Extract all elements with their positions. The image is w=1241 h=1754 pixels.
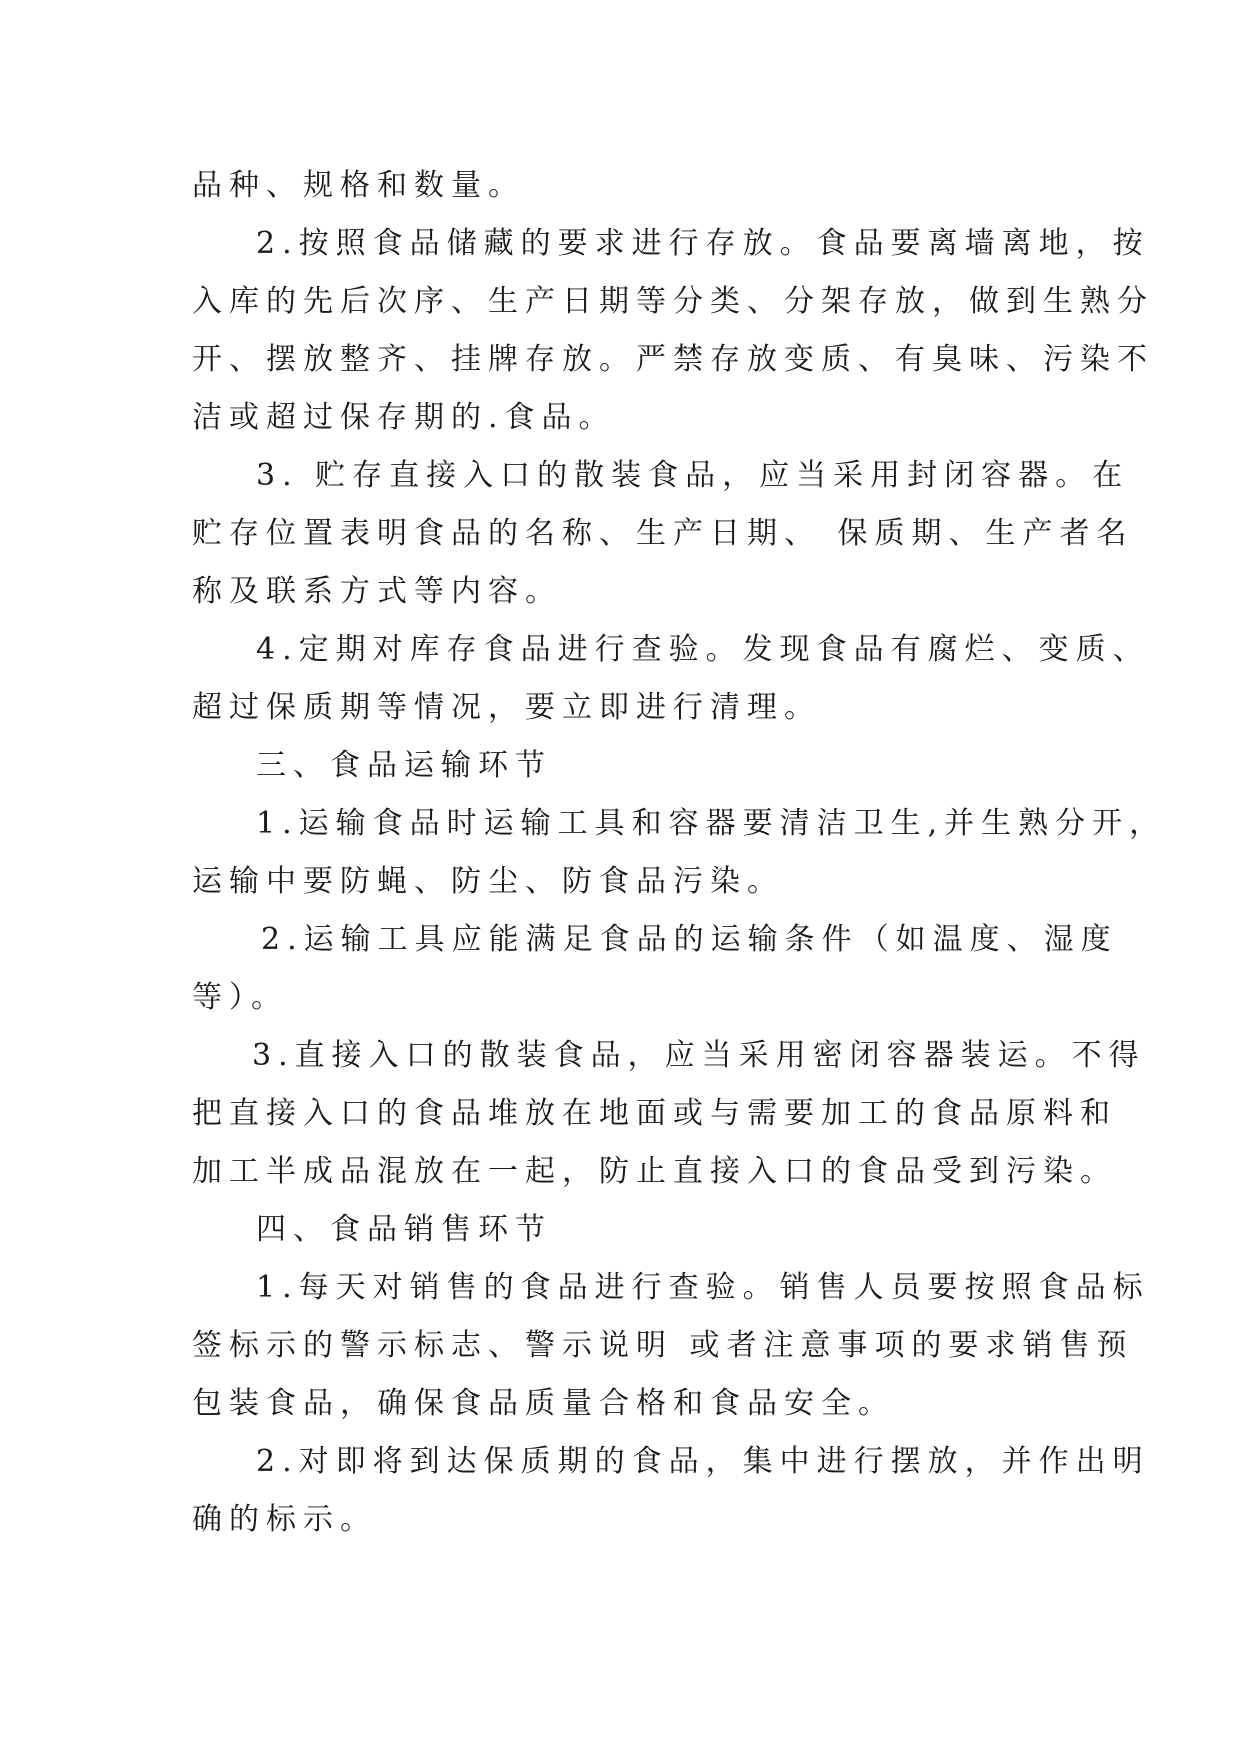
text-line: 3. 贮存直接入口的散装食品，应当采用封闭容器。在 — [256, 458, 1130, 493]
text-line: 1.运输食品时运输工具和容器要清洁卫生,并生熟分开， — [256, 806, 1167, 841]
text-line: 4.定期对库存食品进行查验。发现食品有腐烂、变质、 — [256, 632, 1150, 667]
section-heading: 三、食品运输环节 — [256, 748, 552, 783]
text-line: 称及联系方式等内容。 — [192, 574, 562, 609]
text-line: 入库的先后次序、生产日期等分类、分架存放，做到生熟分 — [192, 284, 1154, 319]
text-line: 签标示的警示标志、警示说明 或者注意事项的要求销售预 — [192, 1328, 1134, 1363]
text-line: 洁或超过保存期的.食品。 — [192, 400, 616, 435]
text-line: 品种、规格和数量。 — [192, 168, 525, 203]
section-heading: 四、食品销售环节 — [256, 1212, 552, 1247]
text-line: 等）。 — [192, 980, 288, 1015]
text-line: 1.每天对销售的食品进行查验。销售人员要按照食品标 — [256, 1270, 1150, 1305]
text-line: 贮存位置表明食品的名称、生产日期、 保质期、生产者名 — [192, 516, 1134, 551]
text-line: 2.对即将到达保质期的食品，集中进行摆放，并作出明 — [256, 1444, 1150, 1479]
text-line: 3.直接入口的散装食品，应当采用密闭容器装运。不得 — [252, 1038, 1146, 1073]
text-line: 包装食品，确保食品质量合格和食品安全。 — [192, 1386, 895, 1421]
text-line: 2.按照食品储藏的要求进行存放。食品要离墙离地，按 — [256, 226, 1150, 261]
text-line: 超过保质期等情况，要立即进行清理。 — [192, 690, 821, 725]
text-line: 2.运输工具应能满足食品的运输条件（如温度、湿度 — [261, 922, 1118, 957]
text-line: 确的标示。 — [192, 1502, 377, 1537]
text-line: 加工半成品混放在一起，防止直接入口的食品受到污染。 — [192, 1154, 1117, 1189]
text-line: 开、摆放整齐、挂牌存放。严禁存放变质、有臭味、污染不 — [192, 342, 1154, 377]
text-line: 把直接入口的食品堆放在地面或与需要加工的食品原料和 — [192, 1096, 1117, 1131]
text-line: 运输中要防蝇、防尘、防食品污染。 — [192, 864, 784, 899]
